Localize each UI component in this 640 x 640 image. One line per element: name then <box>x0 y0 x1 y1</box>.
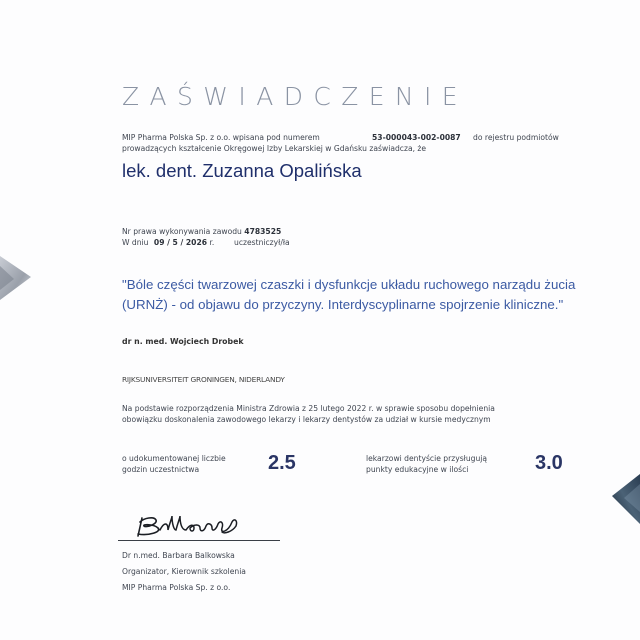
intro-line-1-end <box>473 132 559 143</box>
signature-line <box>118 540 280 541</box>
right-decor-triangle <box>612 474 640 526</box>
course-date: 09 / 5 / 2026 <box>153 238 208 247</box>
points-label-line-2: punkty edukacyjne w ilości <box>366 465 469 474</box>
registry-number-value: 53-000043-002-0087 <box>372 133 461 142</box>
points-label-line-1: lekarzowi dentyście przysługują <box>366 454 488 463</box>
signer-company: MIP Pharma Polska Sp. z o.o. <box>122 583 231 592</box>
legal-line-2: obowiązku doskonalenia zawodowego lekarzy i lekarzy dentystów za udział w kursie medycznym <box>122 415 491 424</box>
hours-label-line-1: o udokumentowanej liczbie <box>122 454 226 463</box>
hours-value: 2.5 <box>268 452 296 474</box>
intro-text-a: MIP Pharma Polska Sp. z o.o. wpisana pod numerem <box>122 133 320 142</box>
license-line <box>122 226 281 237</box>
date-label: W dniu <box>122 238 149 247</box>
recipient-name: lek. dent. Zuzanna Opalińska <box>122 160 362 181</box>
participated-text: uczestniczył/ła <box>234 238 290 247</box>
license-label: Nr prawa wykonywania zawodu <box>122 227 242 236</box>
intro-line-1 <box>122 132 320 143</box>
date-suffix: r. <box>209 238 215 247</box>
course-title: "Bóle części twarzowej czaszki i dysfunkcje układu ruchowego narządu żucia (URNŻ) - od objawu do przyczyny. Interdyscyplinarne spojrzenie kliniczne." <box>122 277 576 312</box>
intro-line-2: prowadzących kształcenie Okręgowej Izby Lekarskiej w Gdańsku zaświadcza, że <box>122 144 427 153</box>
license-number: 4783525 <box>244 227 282 236</box>
signer-name: Dr n.med. Barbara Balkowska <box>122 551 235 560</box>
intro-text-b: do rejestru podmiotów <box>473 133 559 142</box>
lecturer-name: dr n. med. Wojciech Drobek <box>122 337 244 346</box>
left-decor-triangle <box>0 252 32 302</box>
legal-line-1: Na podstawie rozporządzenia Ministra Zdrowia z 25 lutego 2022 r. w sprawie sposobu dopełnienia <box>122 404 495 413</box>
institution-name: RIJKSUNIVERSITEIT GRONINGEN, NIDERLANDY <box>122 375 285 384</box>
certificate-title: ZAŚWIADCZENIE <box>122 82 468 111</box>
handwritten-signature <box>120 508 250 542</box>
hours-label-line-2: godzin uczestnictwa <box>122 465 200 474</box>
registry-number <box>372 132 461 143</box>
date-line <box>122 237 214 248</box>
signer-role: Organizator, Kierownik szkolenia <box>122 567 246 576</box>
points-value: 3.0 <box>535 452 563 474</box>
